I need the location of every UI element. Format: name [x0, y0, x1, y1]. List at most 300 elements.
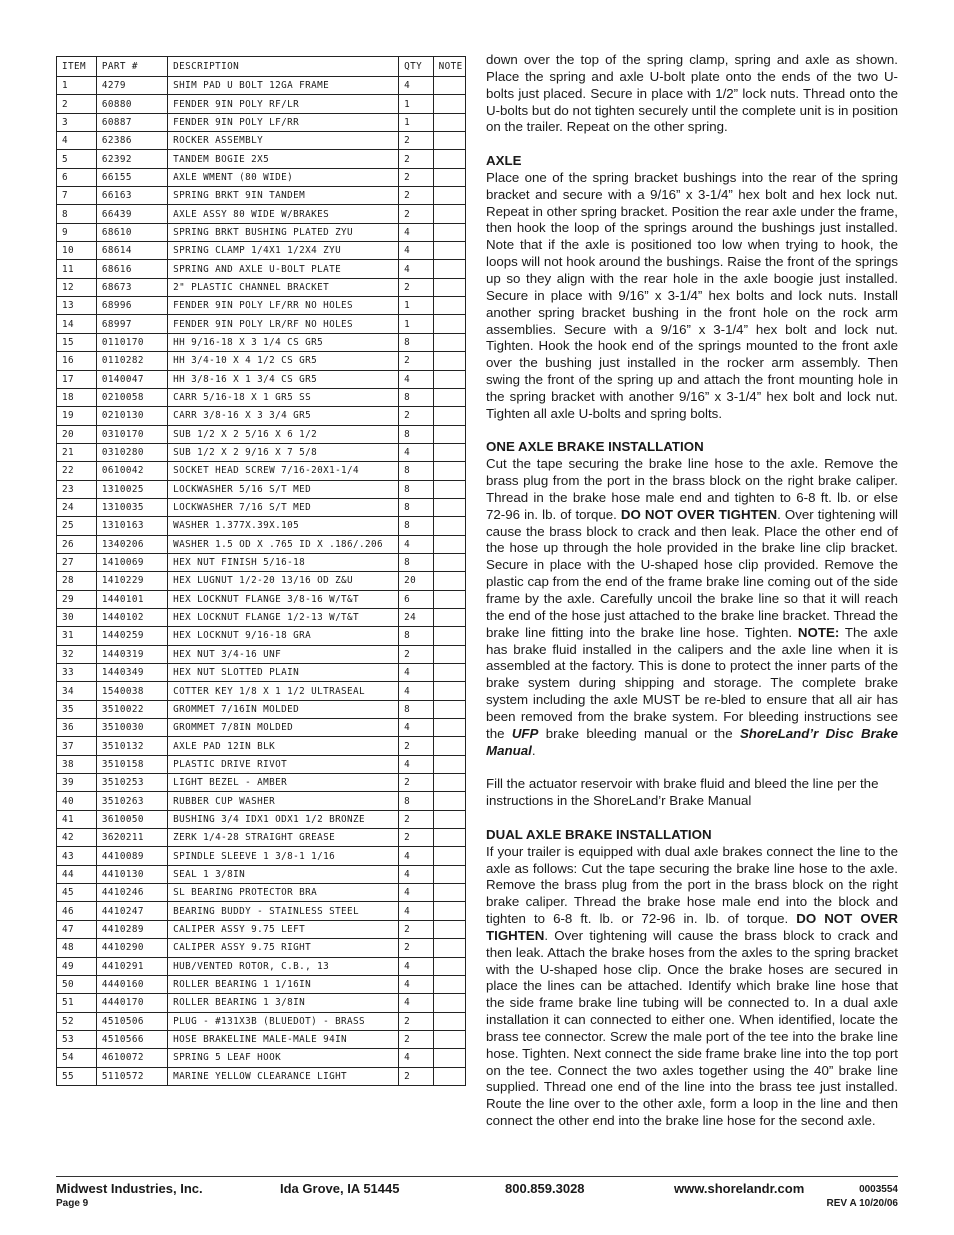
note-cell: [433, 792, 465, 810]
description-cell: HEX NUT 3/4-16 UNF: [168, 645, 399, 663]
qty-cell: 4: [399, 994, 434, 1012]
part-number-cell: 4410246: [96, 884, 167, 902]
part-number-cell: 66155: [96, 168, 167, 186]
one-axle-brake-paragraph: [486, 456, 898, 759]
item-cell: 52: [57, 1012, 97, 1030]
qty-cell: 4: [399, 847, 434, 865]
description-cell: HH 9/16-18 X 3 1/4 CS GR5: [168, 333, 399, 351]
description-cell: FENDER 9IN POLY LF/RR: [168, 113, 399, 131]
qty-cell: 4: [399, 443, 434, 461]
description-cell: AXLE PAD 12IN BLK: [168, 737, 399, 755]
description-cell: HEX LOCKNUT 9/16-18 GRA: [168, 627, 399, 645]
item-cell: 7: [57, 187, 97, 205]
note-cell: [433, 205, 465, 223]
part-number-cell: 0110282: [96, 352, 167, 370]
qty-cell: 8: [399, 498, 434, 516]
qty-cell: 20: [399, 572, 434, 590]
note-cell: [433, 260, 465, 278]
item-cell: 6: [57, 168, 97, 186]
qty-cell: 1: [399, 113, 434, 131]
description-cell: MARINE YELLOW CLEARANCE LIGHT: [168, 1067, 399, 1085]
qty-cell: 4: [399, 884, 434, 902]
qty-cell: 2: [399, 1067, 434, 1085]
description-cell: HEX NUT FINISH 5/16-18: [168, 553, 399, 571]
description-cell: SPRING AND AXLE U-BOLT PLATE: [168, 260, 399, 278]
item-cell: 38: [57, 755, 97, 773]
item-cell: 1: [57, 77, 97, 95]
qty-cell: 2: [399, 939, 434, 957]
description-cell: GROMMET 7/16IN MOLDED: [168, 700, 399, 718]
qty-cell: 4: [399, 682, 434, 700]
header-item: ITEM: [57, 57, 97, 77]
item-cell: 37: [57, 737, 97, 755]
table-row: [57, 975, 466, 993]
qty-cell: 2: [399, 407, 434, 425]
table-row: [57, 498, 466, 516]
qty-cell: 8: [399, 462, 434, 480]
item-cell: 51: [57, 994, 97, 1012]
description-cell: ZERK 1/4-28 STRAIGHT GREASE: [168, 829, 399, 847]
note-cell: [433, 975, 465, 993]
part-number-cell: 4410089: [96, 847, 167, 865]
footer-divider: [56, 1176, 898, 1177]
description-cell: PLASTIC DRIVE RIVOT: [168, 755, 399, 773]
description-cell: ROLLER BEARING 1 1/16IN: [168, 975, 399, 993]
note-cell: [433, 315, 465, 333]
part-number-cell: 62386: [96, 132, 167, 150]
description-cell: RUBBER CUP WASHER: [168, 792, 399, 810]
description-cell: SHIM PAD U BOLT 12GA FRAME: [168, 77, 399, 95]
qty-cell: 8: [399, 627, 434, 645]
part-number-cell: 68673: [96, 278, 167, 296]
table-row: [57, 242, 466, 260]
note-cell: [433, 297, 465, 315]
footer-doc-number: 0003554: [859, 1184, 898, 1195]
note-cell: [433, 737, 465, 755]
dual-axle-brake-paragraph: [486, 844, 898, 1130]
description-cell: FENDER 9IN POLY LR/RF NO HOLES: [168, 315, 399, 333]
note-cell: [433, 700, 465, 718]
item-cell: 4: [57, 132, 97, 150]
description-cell: BUSHING 3/4 IDX1 ODX1 1/2 BRONZE: [168, 810, 399, 828]
part-number-cell: 4440160: [96, 975, 167, 993]
part-number-cell: 3510158: [96, 755, 167, 773]
item-cell: 20: [57, 425, 97, 443]
part-number-cell: 4510566: [96, 1030, 167, 1048]
description-cell: HEX NUT SLOTTED PLAIN: [168, 664, 399, 682]
table-row: [57, 920, 466, 938]
description-cell: SUB 1/2 X 2 9/16 X 7 5/8: [168, 443, 399, 461]
description-cell: GROMMET 7/8IN MOLDED: [168, 719, 399, 737]
qty-cell: 8: [399, 700, 434, 718]
description-cell: BEARING BUDDY - STAINLESS STEEL: [168, 902, 399, 920]
part-number-cell: 0610042: [96, 462, 167, 480]
fill-reservoir-paragraph: Fill the actuator reservoir with brake fluid and bleed the line per the instructions in the ShoreLand’r Brake Manual: [486, 776, 879, 809]
table-row: [57, 590, 466, 608]
item-cell: 46: [57, 902, 97, 920]
table-header-row: [57, 57, 466, 77]
note-cell: [433, 719, 465, 737]
note-cell: [433, 95, 465, 113]
note-cell: [433, 498, 465, 516]
note-cell: [433, 150, 465, 168]
item-cell: 23: [57, 480, 97, 498]
qty-cell: 2: [399, 1012, 434, 1030]
description-cell: SOCKET HEAD SCREW 7/16-20X1-1/4: [168, 462, 399, 480]
description-cell: AXLE WMENT (80 WIDE): [168, 168, 399, 186]
part-number-cell: 1410229: [96, 572, 167, 590]
table-row: [57, 223, 466, 241]
footer-website: www.shorelandr.com: [674, 1181, 805, 1196]
table-row: [57, 407, 466, 425]
description-cell: CARR 3/8-16 X 3 3/4 GR5: [168, 407, 399, 425]
part-number-cell: 1310025: [96, 480, 167, 498]
part-number-cell: 4410130: [96, 865, 167, 883]
part-number-cell: 4410290: [96, 939, 167, 957]
part-number-cell: 1440102: [96, 608, 167, 626]
note-cell: [433, 242, 465, 260]
description-cell: COTTER KEY 1/8 X 1 1/2 ULTRASEAL: [168, 682, 399, 700]
table-row: [57, 480, 466, 498]
table-row: [57, 994, 466, 1012]
table-row: [57, 462, 466, 480]
description-cell: WASHER 1.5 OD X .765 ID X .186/.206: [168, 535, 399, 553]
note-cell: [433, 1049, 465, 1067]
item-cell: 34: [57, 682, 97, 700]
part-number-cell: 0310170: [96, 425, 167, 443]
note-cell: [433, 462, 465, 480]
note-cell: [433, 77, 465, 95]
description-cell: HEX LUGNUT 1/2-20 13/16 OD Z&U: [168, 572, 399, 590]
item-cell: 12: [57, 278, 97, 296]
text-run: The axle has brake fluid installed in the calipers and the axle line when it is assembled at the factory. This is done to protect the inner parts of the brake system during shipping and storage. The complete brake system including the axle MUST be re-bled to ensure that all air has been removed from the brake system. For bleeding instructions see the: [486, 624, 898, 741]
description-cell: HEX LOCKNUT FLANGE 3/8-16 W/T&T: [168, 590, 399, 608]
item-cell: 19: [57, 407, 97, 425]
note-cell: [433, 443, 465, 461]
table-row: [57, 1012, 466, 1030]
item-cell: 18: [57, 388, 97, 406]
item-cell: 33: [57, 664, 97, 682]
part-number-cell: 0140047: [96, 370, 167, 388]
part-number-cell: 4510506: [96, 1012, 167, 1030]
item-cell: 10: [57, 242, 97, 260]
intro-paragraph: down over the top of the spring clamp, spring and axle as shown. Place the spring and axle U-bolt plate onto the ends of the two U-bolts just placed. Secure in place with 1/2” lock nuts. Thread onto the U-bolts but do not tighten securely until the complete unit is in position on the trailer. Repeat on the other spring.: [486, 52, 898, 135]
part-number-cell: 4410247: [96, 902, 167, 920]
note-cell: [433, 352, 465, 370]
part-number-cell: 4610072: [96, 1049, 167, 1067]
description-cell: CALIPER ASSY 9.75 LEFT: [168, 920, 399, 938]
part-number-cell: 68614: [96, 242, 167, 260]
instructions-column: [486, 52, 898, 1130]
item-cell: 40: [57, 792, 97, 810]
part-number-cell: 3510022: [96, 700, 167, 718]
qty-cell: 2: [399, 205, 434, 223]
note-cell: [433, 829, 465, 847]
description-cell: LIGHT BEZEL - AMBER: [168, 774, 399, 792]
description-cell: FENDER 9IN POLY LF/RR NO HOLES: [168, 297, 399, 315]
footer-revision: REV A 10/20/06: [826, 1198, 898, 1209]
table-row: [57, 260, 466, 278]
table-row: [57, 113, 466, 131]
header-qty: QTY: [399, 57, 434, 77]
note-cell: [433, 278, 465, 296]
qty-cell: 8: [399, 792, 434, 810]
qty-cell: 1: [399, 315, 434, 333]
description-cell: LOCKWASHER 7/16 S/T MED: [168, 498, 399, 516]
item-cell: 27: [57, 553, 97, 571]
table-row: [57, 443, 466, 461]
qty-cell: 4: [399, 1049, 434, 1067]
item-cell: 14: [57, 315, 97, 333]
note-cell: [433, 553, 465, 571]
table-row: [57, 608, 466, 626]
footer-company: Midwest Industries, Inc.: [56, 1181, 203, 1196]
item-cell: 48: [57, 939, 97, 957]
description-cell: ROLLER BEARING 1 3/8IN: [168, 994, 399, 1012]
axle-paragraph: Place one of the spring bracket bushings into the rear of the spring bracket and secure with a 9/16” x 3-1/4” hex bolt and hex lock nut. Repeat in other spring bracket. Position the rear axle under the frame, then hook the loop of the springs around the bushings just installed. Note that if the axle is positioned too low when trying to hook, the loops will not hook around the bushings. Raise the front of the springs up so they align with the rear hole in the axle boogie just installed. Secure in place with 9/16” x 3-1/4” hex bolts and lock nuts. Install another spring bracket bushing in the front hole on the rock arm assemblies. Secure with a 9/16” x 3-1/4” hex bolt and lock nut. Tighten. Hook the hook end of the springs mounted to the front axle over the bushing just installed in the rocker arm assembly. Then swing the front of the spring up and attach the front mounting hole in the spring bracket with another 9/16” x 3-1/4” hex bolt and lock nut. Tighten all axle U-bolts and spring bolts.: [486, 169, 898, 421]
item-cell: 28: [57, 572, 97, 590]
qty-cell: 6: [399, 590, 434, 608]
part-number-cell: 0310280: [96, 443, 167, 461]
table-row: [57, 957, 466, 975]
note-cell: [433, 865, 465, 883]
description-cell: SPINDLE SLEEVE 1 3/8-1 1/16: [168, 847, 399, 865]
description-cell: SL BEARING PROTECTOR BRA: [168, 884, 399, 902]
description-cell: CALIPER ASSY 9.75 RIGHT: [168, 939, 399, 957]
item-cell: 30: [57, 608, 97, 626]
qty-cell: 8: [399, 553, 434, 571]
description-cell: PLUG - #131X3B (BLUEDOT) - BRASS: [168, 1012, 399, 1030]
qty-cell: 8: [399, 333, 434, 351]
text-run: If your trailer is equipped with dual axle brakes connect the line to the axle as follows: Cut the tape securing the brake line hose to the axle. Remove the brass plug from the port in the brass block on the right brake caliper. Thread the brake hose male end into the block and tighten to 6-8 ft. lb. or 72-96 in. lb. of torque.: [486, 843, 898, 927]
qty-cell: 2: [399, 352, 434, 370]
part-number-cell: 1310035: [96, 498, 167, 516]
part-number-cell: 60887: [96, 113, 167, 131]
table-row: [57, 810, 466, 828]
qty-cell: 4: [399, 755, 434, 773]
qty-cell: 2: [399, 810, 434, 828]
qty-cell: 2: [399, 132, 434, 150]
note-cell: [433, 1030, 465, 1048]
note-cell: [433, 370, 465, 388]
qty-cell: 8: [399, 388, 434, 406]
part-number-cell: 68997: [96, 315, 167, 333]
item-cell: 50: [57, 975, 97, 993]
note-cell: [433, 994, 465, 1012]
table-row: [57, 535, 466, 553]
note-label: NOTE:: [797, 624, 840, 640]
one-axle-brake-heading: ONE AXLE BRAKE INSTALLATION: [486, 439, 704, 455]
part-number-cell: 66163: [96, 187, 167, 205]
note-cell: [433, 572, 465, 590]
text-run: . Over tightening will cause the brass block to crack and then leak. Place the other end of the hose up through the hole provided in the brake line clip bracket. Secure in place with the U-shaped hose clip provided. Remove the plastic cap from the end of the frame brake line coming out of the side frame by the axle. Carefully uncoil the brake line so that it will reach the end of the hose just attached to the brake line bracket. Thread the brake line fitting into the brake line hose. Tighten.: [486, 506, 898, 640]
description-cell: HEX LOCKNUT FLANGE 1/2-13 W/T&T: [168, 608, 399, 626]
part-number-cell: 3610050: [96, 810, 167, 828]
table-row: [57, 315, 466, 333]
note-cell: [433, 480, 465, 498]
qty-cell: 2: [399, 168, 434, 186]
part-number-cell: 1440259: [96, 627, 167, 645]
note-cell: [433, 132, 465, 150]
note-cell: [433, 810, 465, 828]
description-cell: 2" PLASTIC CHANNEL BRACKET: [168, 278, 399, 296]
part-number-cell: 1410069: [96, 553, 167, 571]
text-run: .: [531, 742, 536, 758]
note-cell: [433, 425, 465, 443]
description-cell: SUB 1/2 X 2 5/16 X 6 1/2: [168, 425, 399, 443]
description-cell: SPRING BRKT 9IN TANDEM: [168, 187, 399, 205]
note-cell: [433, 168, 465, 186]
item-cell: 43: [57, 847, 97, 865]
item-cell: 41: [57, 810, 97, 828]
qty-cell: 4: [399, 370, 434, 388]
item-cell: 32: [57, 645, 97, 663]
dual-axle-brake-heading: DUAL AXLE BRAKE INSTALLATION: [486, 826, 712, 842]
note-cell: [433, 608, 465, 626]
part-number-cell: 3510253: [96, 774, 167, 792]
note-cell: [433, 517, 465, 535]
text-run: . Over tightening will cause the brass block to crack and then leak. Attach the brake hoses from the axles to the spring bracket with the U-shaped hose clip. Once the brake hoses are secured in place the lines can be attached. Identify which brake line hose that the side frame brake line tubing will be connected to. In a dual axle installation it can connected to either one. When identified, locate the brass tee connector. Screw the male port of the tee into the brake line hose. Tighten. Next connect the side frame brake line into the top port on the tee. Connect the two axles together using the 40” brake line supplied. Thread one end of the line into the brass tee just installed. Route the line over to the other axle, form a loop in the line and then connect the other end into the brake line hose for the second axle.: [486, 927, 898, 1129]
note-cell: [433, 884, 465, 902]
table-row: [57, 572, 466, 590]
part-number-cell: 4410291: [96, 957, 167, 975]
table-row: [57, 682, 466, 700]
qty-cell: 2: [399, 1030, 434, 1048]
note-cell: [433, 847, 465, 865]
table-row: [57, 627, 466, 645]
qty-cell: 2: [399, 278, 434, 296]
item-cell: 45: [57, 884, 97, 902]
warning-text: DO NOT OVER TIGHTEN: [486, 911, 898, 943]
part-number-cell: 3510030: [96, 719, 167, 737]
note-cell: [433, 223, 465, 241]
part-number-cell: 5110572: [96, 1067, 167, 1085]
table-row: [57, 902, 466, 920]
item-cell: 5: [57, 150, 97, 168]
note-cell: [433, 388, 465, 406]
part-number-cell: 66439: [96, 205, 167, 223]
table-row: [57, 792, 466, 810]
table-row: [57, 352, 466, 370]
note-cell: [433, 682, 465, 700]
part-number-cell: 4440170: [96, 994, 167, 1012]
table-row: [57, 847, 466, 865]
qty-cell: 4: [399, 535, 434, 553]
qty-cell: 2: [399, 150, 434, 168]
manual-reference: ShoreLand’r Disc Brake Manual: [486, 725, 898, 758]
table-row: [57, 333, 466, 351]
part-number-cell: 68996: [96, 297, 167, 315]
item-cell: 53: [57, 1030, 97, 1048]
description-cell: CARR 5/16-18 X 1 GR5 SS: [168, 388, 399, 406]
description-cell: SEAL 1 3/8IN: [168, 865, 399, 883]
table-row: [57, 700, 466, 718]
header-note: NOTE: [433, 57, 465, 77]
table-row: [57, 664, 466, 682]
warning-text: DO NOT OVER TIGHTEN: [620, 506, 778, 522]
item-cell: 13: [57, 297, 97, 315]
part-number-cell: 3620211: [96, 829, 167, 847]
item-cell: 9: [57, 223, 97, 241]
table-row: [57, 737, 466, 755]
note-cell: [433, 1012, 465, 1030]
table-row: [57, 150, 466, 168]
qty-cell: 2: [399, 774, 434, 792]
part-number-cell: 1440349: [96, 664, 167, 682]
footer-page-number: Page 9: [56, 1198, 89, 1209]
note-cell: [433, 113, 465, 131]
part-number-cell: 62392: [96, 150, 167, 168]
description-cell: WASHER 1.377X.39X.105: [168, 517, 399, 535]
parts-list-table: [56, 56, 466, 1086]
qty-cell: 8: [399, 425, 434, 443]
note-cell: [433, 957, 465, 975]
header-part: PART #: [96, 57, 167, 77]
item-cell: 31: [57, 627, 97, 645]
qty-cell: 2: [399, 829, 434, 847]
item-cell: 42: [57, 829, 97, 847]
note-cell: [433, 755, 465, 773]
note-cell: [433, 774, 465, 792]
part-number-cell: 0210058: [96, 388, 167, 406]
item-cell: 47: [57, 920, 97, 938]
description-cell: HH 3/4-10 X 4 1/2 CS GR5: [168, 352, 399, 370]
parts-table-body: [57, 77, 466, 1086]
qty-cell: 1: [399, 95, 434, 113]
item-cell: 49: [57, 957, 97, 975]
description-cell: ROCKER ASSEMBLY: [168, 132, 399, 150]
table-row: [57, 1049, 466, 1067]
item-cell: 15: [57, 333, 97, 351]
item-cell: 17: [57, 370, 97, 388]
part-number-cell: 68616: [96, 260, 167, 278]
footer-city: Ida Grove, IA 51445: [280, 1181, 400, 1196]
qty-cell: 4: [399, 975, 434, 993]
description-cell: AXLE ASSY 80 WIDE W/BRAKES: [168, 205, 399, 223]
description-cell: HUB/VENTED ROTOR, C.B., 13: [168, 957, 399, 975]
item-cell: 35: [57, 700, 97, 718]
table-row: [57, 388, 466, 406]
qty-cell: 4: [399, 223, 434, 241]
part-number-cell: 0210130: [96, 407, 167, 425]
table-row: [57, 884, 466, 902]
qty-cell: 2: [399, 187, 434, 205]
note-cell: [433, 902, 465, 920]
table-row: [57, 370, 466, 388]
note-cell: [433, 920, 465, 938]
note-cell: [433, 1067, 465, 1085]
table-row: [57, 829, 466, 847]
qty-cell: 1: [399, 297, 434, 315]
table-row: [57, 278, 466, 296]
item-cell: 24: [57, 498, 97, 516]
part-number-cell: 3510263: [96, 792, 167, 810]
note-cell: [433, 645, 465, 663]
item-cell: 55: [57, 1067, 97, 1085]
description-cell: LOCKWASHER 5/16 S/T MED: [168, 480, 399, 498]
table-row: [57, 1067, 466, 1085]
item-cell: 44: [57, 865, 97, 883]
table-row: [57, 95, 466, 113]
qty-cell: 2: [399, 737, 434, 755]
part-number-cell: 4410289: [96, 920, 167, 938]
qty-cell: 2: [399, 645, 434, 663]
note-cell: [433, 407, 465, 425]
qty-cell: 24: [399, 608, 434, 626]
item-cell: 22: [57, 462, 97, 480]
description-cell: FENDER 9IN POLY RF/LR: [168, 95, 399, 113]
qty-cell: 4: [399, 77, 434, 95]
